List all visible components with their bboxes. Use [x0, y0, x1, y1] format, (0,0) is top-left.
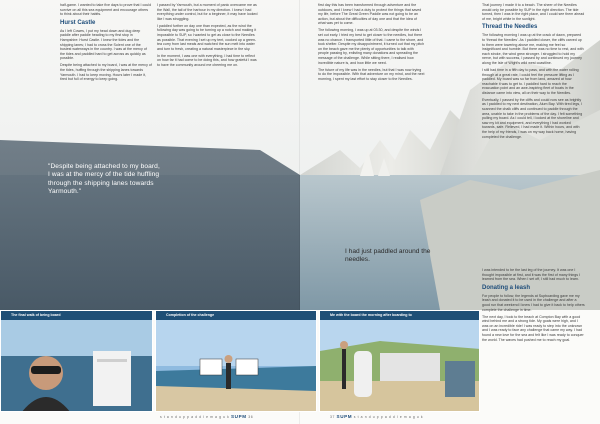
- article-column-1: [60, 3, 152, 131]
- paragraph: The future of my life was in the needles, but that I was now trying to do the impossible. With that adventure on my mind, and the next morning, I spent my last effort to stay closer to the Needles.: [318, 67, 425, 81]
- article-column-3: [318, 3, 425, 147]
- photo-morning-after-image: [320, 311, 480, 412]
- section-heading-donating-a-leash: Donating a leash: [482, 284, 531, 291]
- photo-caption: Me with the board the morning after boarding to: [320, 311, 479, 320]
- page-number: 37: [330, 415, 335, 419]
- magazine-logo: SUPM: [336, 414, 353, 419]
- magazine-logo: SUPM: [231, 414, 247, 419]
- section-heading-hurst-castle: Hurst Castle: [60, 19, 96, 26]
- paragraph: I passed by Yarmouth, but a moment of panic overcame me as the Wall, the tail of the harbour in my direction. I knew I had everything under control, but for a beginner, it may have looked like I was struggling.: [157, 3, 258, 21]
- paragraph: Despite being attached to my board, I was at the mercy of the tides, huffing through the shipping lanes towards Yarmouth. I had to keep moving. Hours later I made it, tired but full of energy to keep going.: [60, 63, 152, 82]
- paragraph: first day this has been transformed through adventure and the outdoors, and I knew I had a duty to protect the things that saved my life, before The Great Green Paddle was not going to be an action, but about the difficulties of day one and that the idea of what was yet to come.: [318, 3, 422, 26]
- folio-text: s t a n d u p p a d d l e m a g u k: [160, 415, 230, 419]
- article-column-4: [482, 3, 585, 195]
- paragraph: That journey I made it to a beach. The sheer of the Needles would only be possible by SUP in the right direction. The tide turned, then I was in the right place, and I could see them ahead of me, bright white in the sunlight.: [482, 3, 585, 21]
- paragraph: The following morning I was up at the crack of dawn, prepared to 'thread the Needles'. As I paddled closer, the cliffs carved up to them were towering above me, making me feel so insignificant and humble. But there was no time to rest, and with each stroke, the wind grew stronger. I struggled to hold my nerve, but with success, I passed by and continued my journey along the Isle of Wight's wild west coastline.: [482, 33, 584, 65]
- photo-final-walk-image: [1, 311, 153, 412]
- paragraph: Eventually, I passed by the cliffs and could now see as brightly as I paddled to my next destination, Alum Bay. With tired legs, I scanned the chalk cliffs and continued to paddle through the area, unable to take in the problems of the day. I felt something pulling my board. As I could tell, I looked at the shoreline and saw my kit and equipment, and everything I had worked towards, safe. Relieved, I had made it. Within hours, and with the help of my friends, I was on my way back home, having completed the challenge.: [482, 97, 583, 139]
- paragraph: The next day, I took to the beach at Compton Bay with a good wind behind me and a strong tide. My goals were high, and I was on an incredible ride! I was ready to step into the unknown and I was ready to face any challenge that came my way. I had found a new love for the sea and felt like I was ready to conquer the world. The waves had pushed me to reach my goal.: [482, 314, 584, 342]
- folio-right: [330, 414, 423, 419]
- photo-caption: The final walk of being board: [1, 311, 152, 320]
- paragraph: In the moment, I was one with everything, I had time to reflect on how far it had come to be doing this, and how grateful I was to have the community around me cheering me on.: [157, 53, 257, 67]
- paragraph: I was intended to be the last leg of the journey. It was one I thought impossible at first, and it was the first of many things I learned from the sea. When I set off, I still had much to learn.: [482, 268, 581, 282]
- pull-quote-yarmouth: "Despite being attached to my board, I was at the mercy of the tide huffling through the shipping lanes towards Yarmouth.": [48, 163, 160, 196]
- photo-completion-image: [156, 311, 317, 412]
- photo-caption: Completion of the challenge: [156, 311, 316, 320]
- paragraph: As I left Cowes, I put my head down and dug deep paddle after paddle heading to my first stop in Hampshire: Hurst Castle. I knew the tides and the shipping lanes; I had to cross the Solent one of the busiest waterways in the country. I was at the mercy of the tides and paddled hard to get across as quickly as possible.: [60, 28, 147, 61]
- paragraph: I still had time in a fifth day to pass, and with the water rolling through at a great rate, I could feel the pressure lifting as I paddled. My board was so far from land, amazed at how reachable it was to get to. I paddled hard to reach the evacuation point and an awe-inspiring fleet of boats in the distance came into view, all on their way to the Needles.: [482, 67, 579, 95]
- folio-text: s t a n d u p p a d d l e m a g u k: [353, 415, 424, 419]
- paragraph: half-game. I wanted to take five days to prove that I could survive on all this sea equipment and encourage others to think about their habits.: [60, 3, 152, 17]
- folio-left: [160, 414, 253, 419]
- photo-final-walk: [0, 310, 153, 412]
- page-number: 36: [248, 415, 254, 419]
- section-heading-thread-the-needles: Thread the Needles: [482, 24, 538, 31]
- pull-quote-needles: I had just paddled around the needles.: [345, 248, 431, 264]
- photo-morning-after: [319, 310, 480, 412]
- article-column-5: [482, 268, 585, 416]
- photo-completion: [155, 310, 317, 412]
- paragraph: I paddled further on day one than expected, as the wind the following day was going to be turning up a notch and making it impossible to SUP, so I wanted to get as close to the Needles as possible. That evening I set up my tent, cooked up a green-tea curry from last meals and watched the sun melt into water and turn to fresh, creating a natural masterpiece in the sky.: [157, 23, 257, 51]
- paragraph: For people to follow, the legends at Supboarding gave me my leash and donated it to be used in the challenge and after a good run that weekend I knew I had to give it back to help others complete the challenge in time.: [482, 293, 585, 312]
- article-column-2: [157, 3, 258, 133]
- paragraph: The following morning, I was up at 03:30, and despite the winds I set out early. I tried my best to get closer to the needles, but there was no chance. I transported little of that. I came to the shore, and took shelter. Despite my disappointment, it turned out that my pitch on the beach gave me the plenty of opportunities to talk with people passing by, enlisting many donations and spreading the message of the challenge. While sitting there, I realised how incredible nature is, and how little we need.: [318, 28, 425, 65]
